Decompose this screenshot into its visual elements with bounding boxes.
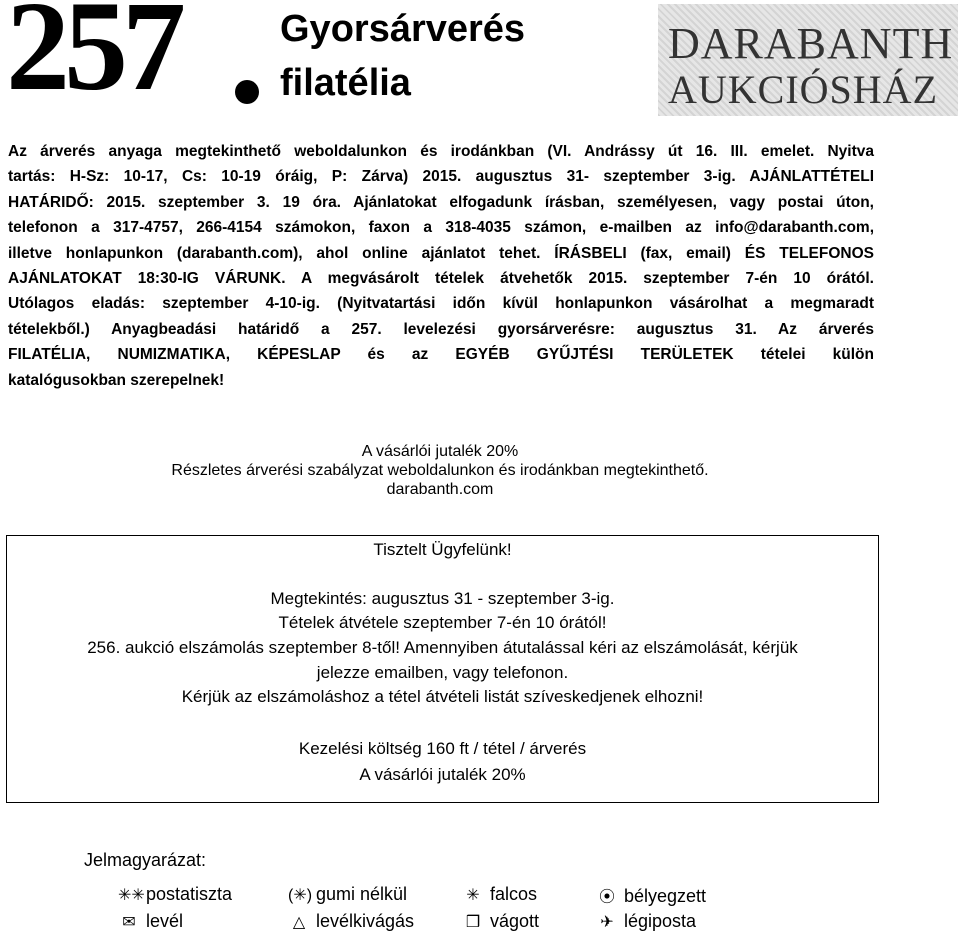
- legend-item: [596, 911, 696, 932]
- intro-line: Az árverés anyaga megtekinthető weboldalunkon és irodánkban (VI. Andrássy út 16. III. emelet. Nyitva: [8, 143, 874, 160]
- website-text: darabanth.com: [386, 481, 494, 498]
- intro-line: AJÁNLATOKAT 18:30-IG VÁRUNK. A megvásárolt tételek átvehetők 2015. szeptember 7-én 10 órától.: [8, 270, 874, 287]
- notice-settlement-line1: 256. aukció elszámolás szeptember 8-től! Amennyiben átutalással kéri az elszámolását, kérjük: [87, 638, 798, 657]
- intro-line: illetve honlapunkon (darabanth.com), ahol online ajánlatot tehet. ÍRÁSBELI (fax, email) ÉS TELEFONOS: [8, 244, 874, 262]
- intro-line: telefonon a 317-4757, 266-4154 számokon, faxon a 318-4035 számon, e-mailben az info@darabanth.com,: [8, 219, 874, 237]
- commission-text: A vásárlói jutalék 20%: [361, 443, 519, 460]
- intro-line: Utólagos eladás: szeptember 4-10-ig. (Nyitvatartási időn kívül honlapunkon vásárolhat a megmaradt: [8, 295, 874, 313]
- notice-box: [6, 535, 879, 803]
- intro-line: HATÁRIDŐ: 2015. szeptember 3. 19 óra. Ajánlatokat elfogadunk írásban, személyesen, vagy postai úton,: [8, 193, 874, 211]
- legend-item-label: gumi nélkül: [316, 884, 408, 904]
- notice-greeting: Tisztelt Ügyfelünk!: [373, 540, 512, 559]
- logo-line2: AUKCIÓSHÁZ: [668, 67, 938, 112]
- intro-line: FILATÉLIA, NUMIZMATIKA, KÉPESLAP és az EGYÉB GYŰJTÉSI TERÜLETEK tételei külön: [8, 346, 874, 364]
- notice-handling-fee: Kezelési költség 160 ft / tétel / árverés: [298, 739, 587, 758]
- asterisk-icon: ✳: [466, 887, 480, 904]
- intro-line: tételekből.) Anyagbeadási határidő a 257. levelezési gyorsárverésre: augusztus 31. Az árverés: [8, 320, 874, 338]
- legend-item: [288, 884, 407, 905]
- legend-item-label: vágott: [490, 911, 540, 931]
- notice-bring-list: Kérjük az elszámoláshoz a tétel átvételi listát szíveskedjenek elhozni!: [181, 687, 704, 706]
- circled-dot-icon: ⦿: [598, 889, 615, 906]
- notice-settlement-line2: jelezze emailben, vagy telefonon.: [316, 663, 569, 682]
- logo-line1: DARABANTH: [668, 19, 954, 68]
- legend-item: [118, 884, 232, 905]
- intro-line: katalógusokban szerepelnek!: [8, 371, 225, 389]
- legend-item: [596, 884, 706, 907]
- square-icon: ❒: [465, 914, 481, 931]
- auction-number: 257: [6, 0, 180, 117]
- notice-pickup: Tételek átvétele szeptember 7-én 10 órától!: [278, 613, 607, 632]
- intro-line: tartás: H-Sz: 10-17, Cs: 10-19 óráig, P: Zárva) 2015. augusztus 31- szeptember 3-ig. AJÁNLATTÉTELI: [8, 168, 874, 186]
- legend-item-label: postatiszta: [146, 884, 233, 904]
- paren-asterisk-icon: (✳): [288, 887, 313, 904]
- legend-item: [462, 911, 539, 932]
- legend-item: [118, 911, 183, 932]
- legend-item: [462, 884, 537, 905]
- page-title-line1: Gyorsárverés: [280, 8, 526, 50]
- airplane-icon: ✈: [600, 914, 614, 931]
- legend-item-label: falcos: [490, 884, 538, 904]
- rules-text: Részletes árverési szabályzat weboldalunkon és irodánkban megtekinthető.: [171, 462, 709, 479]
- legend-item-label: légiposta: [624, 911, 697, 931]
- auction-number-dot: [235, 80, 259, 104]
- legend-item-label: levél: [146, 911, 184, 931]
- legend-item: [288, 911, 414, 932]
- page-title-line2: filatélia: [280, 62, 411, 104]
- notice-commission: A vásárlói jutalék 20%: [359, 765, 526, 784]
- legend-title: Jelmagyarázat:: [84, 850, 207, 870]
- legend-item-label: levélkivágás: [316, 911, 415, 931]
- notice-viewing: Megtekintés: augusztus 31 - szeptember 3-ig.: [270, 589, 615, 608]
- legend-item-label: bélyegzett: [624, 886, 707, 906]
- envelope-icon: ✉: [122, 914, 136, 931]
- triangle-icon: △: [292, 914, 306, 931]
- darabanth-logo: [658, 4, 958, 116]
- double-asterisk-icon: ✳✳: [118, 887, 145, 904]
